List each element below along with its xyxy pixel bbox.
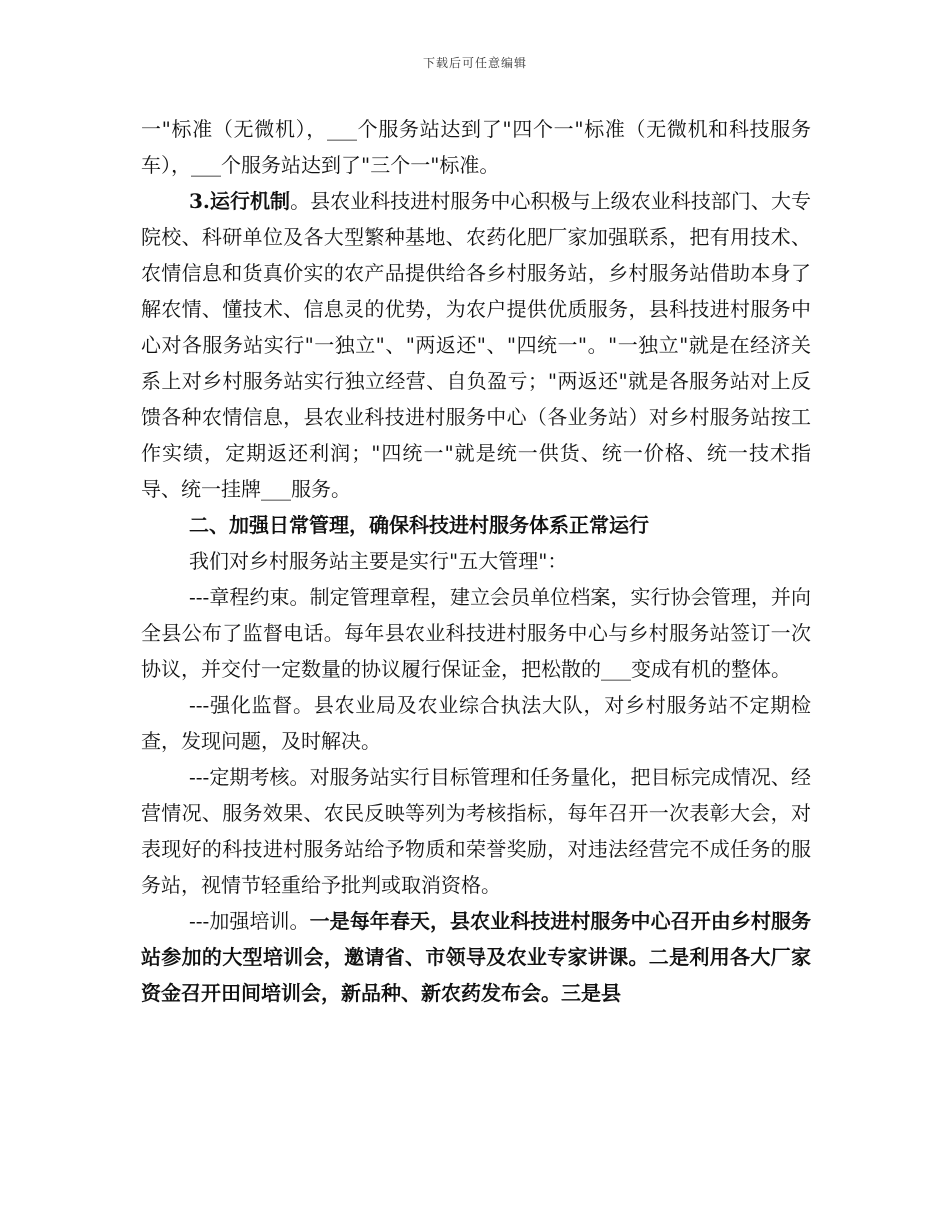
text-segment: ---章程约束。制定管理章程，建立会员单位档案，实行协会管理，并向全县公布了监督电话。每年县农业科技进村服务中心与乡村服务站签订一次协议，并交付一定数量的协议履行保证金，把松散的___变成有机的整体。 <box>141 585 811 681</box>
text-segment: 。县农业科技进村服务中心积极与上级农业科技部门、大专院校、科研单位及各大型繁种基地、农药化肥厂家加强联系，把有用技术、农情信息和货真价实的农产品提供给各乡村服务站，乡村服务站借助本身了解农情、懂技术、信息灵的优势，为农户提供优质服务，县科技进村服务中心对各服务站实行"一独立"、"两返还"、"四统一"。"一独立"就是在经济关系上对乡村服务站实行独立经营、自负盈亏；"两返还"就是各服务站对上反馈各种农情信息，县农业科技进村服务中心（各业务站）对乡村服务站按工作实绩，定期返还利润；"四统一"就是统一供货、统一价格、统一技术指导、统一挂牌___服务。 <box>141 189 812 501</box>
paragraph <box>141 183 811 507</box>
text-segment: ---加强培训。 <box>189 909 310 933</box>
paragraph <box>141 759 811 903</box>
paragraph <box>141 111 811 183</box>
bold-text-segment: 一是每年春天，县农业科技进村服务中心召开由乡村服务站参加的大型培训会，邀请省、市领导及农业专家讲课。二是利用各大厂家资金召开田间培训会，新品种、新农药发布会。三是县 <box>141 909 811 1005</box>
paragraph <box>141 543 811 579</box>
paragraph <box>141 507 811 543</box>
page-header: 下载后可任意编辑 <box>422 56 527 70</box>
bold-text-segment: 二、加强日常管理，确保科技进村服务体系正常运行 <box>189 513 649 537</box>
paragraph <box>141 687 811 759</box>
text-segment: ---强化监督。县农业局及农业综合执法大队，对乡村服务站不定期检查，发现问题，及时解决。 <box>141 693 811 753</box>
text-segment: 我们对乡村服务站主要是实行"五大管理"： <box>189 549 568 573</box>
paragraph <box>141 579 811 687</box>
document-body <box>141 111 811 1011</box>
paragraph <box>141 903 811 1011</box>
text-segment: 一"标准（无微机），___个服务站达到了"四个一"标准（无微机和科技服务车），___个服务站达到了"三个一"标准。 <box>141 117 811 177</box>
bold-text-segment: 3.运行机制 <box>189 189 291 213</box>
text-segment: ---定期考核。对服务站实行目标管理和任务量化，把目标完成情况、经营情况、服务效果、农民反映等列为考核指标，每年召开一次表彰大会，对表现好的科技进村服务站给予物质和荣誉奖励，对违法经营完不成任务的服务站，视情节轻重给予批判或取消资格。 <box>141 765 811 897</box>
